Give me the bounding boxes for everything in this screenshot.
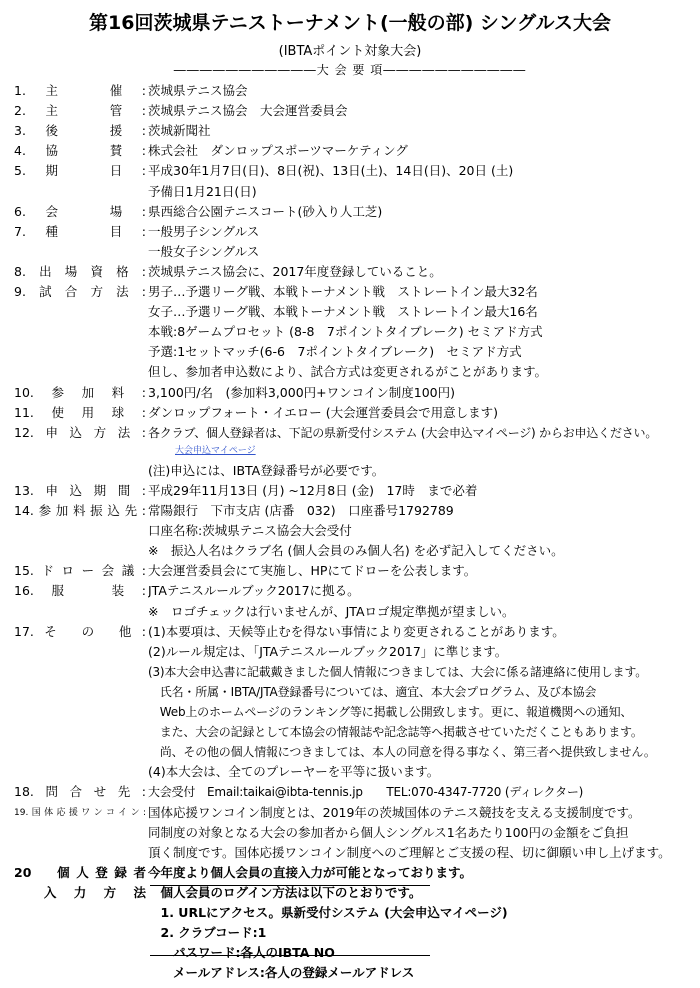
document-title: 第16回茨城県テニストーナメント(一般の部) シングルス大会 [89, 12, 611, 34]
item-value: 茨城新聞社 [148, 123, 211, 139]
guideline-row [0, 241, 700, 263]
guideline-row [0, 922, 700, 944]
guideline-row [0, 802, 700, 824]
guideline-row [0, 681, 700, 703]
item-label: 18.問合せ先: [14, 784, 146, 800]
item-value: 予備日1月21日(日) [148, 183, 257, 199]
item-label: 9.試合方法: [14, 284, 146, 299]
guideline-row [0, 140, 700, 162]
guideline-row [0, 460, 700, 482]
item-value: 口座名称:茨城県テニス協会大会受付 [148, 523, 352, 539]
guideline-row [0, 842, 700, 864]
item-value: 1. URLにアクセス。県新受付システム (大会申込マイページ) [148, 905, 508, 920]
guideline-row [0, 621, 700, 643]
item-value: 大会運営委員会にて実施し、HPにてドローを公表します。 [148, 563, 477, 579]
item-value: (4)本大会は、全てのプレーヤーを平等に扱います。 [148, 764, 440, 780]
item-value: 大会受付 Email:taikai@ibta-tennis.jp TEL:070-4347-7720 (ディレクター) [148, 785, 584, 800]
item-value: 茨城県テニス協会 大会運営委員会 [148, 103, 348, 119]
guideline-row [0, 601, 700, 623]
item-value: ダンロップフォート・イエロー (大会運営委員会で用意します) [148, 404, 498, 420]
item-value: 氏名・所属・IBTA/JTA登録番号については、適宜、本大会プログラム、及び本協会 [148, 684, 597, 699]
item-label: 19.国体応援ワンコイン: [14, 807, 146, 818]
guideline-row [0, 741, 700, 763]
guideline-row [0, 781, 700, 803]
item-value: JTAテニスルールブック2017に拠る。 [148, 583, 360, 599]
item-label: 16.服 装: [14, 583, 146, 599]
item-value: (3)本大会申込書に記載戴きました個人情報につきましては、大会に係る諸連絡に使用します。 [148, 664, 648, 679]
item-value: ※ ロゴチェックは行いませんが、JTAロゴ規定準拠が望ましい。 [148, 603, 515, 619]
guideline-row [0, 661, 700, 683]
guideline-row [0, 862, 700, 884]
item-label: 4.協 賛: [14, 143, 146, 159]
item-value: パスワード:各人のIBTA NO [148, 945, 335, 961]
item-value: 予選:1セットマッチ(6-6 7ポイントタイブレーク) セミアド方式 [148, 344, 522, 360]
item-label: 入力方法 [14, 884, 146, 900]
item-label: 2.主 管: [14, 103, 146, 119]
guideline-row [0, 402, 700, 424]
item-label: 6.会 場: [14, 203, 146, 219]
divider-line [150, 955, 430, 956]
guideline-row [0, 321, 700, 343]
guideline-row [0, 120, 700, 142]
item-value: (1)本要項は、天候等止むを得ない事情により変更されることがあります。 [148, 623, 565, 639]
item-value: 男子…予選リーグ戦、本戦トーナメント戦 ストレートイン最大32名 [148, 284, 538, 299]
guideline-row [0, 560, 700, 582]
item-value: 但し、参加者申込数により、試合方式は変更されるがことがあります。 [148, 364, 548, 380]
guideline-row [0, 201, 700, 223]
guideline-row [0, 641, 700, 663]
item-value: 平成30年1月7日(日)、8日(祝)、13日(土)、14日(日)、20日 (土) [148, 163, 514, 179]
item-value: 株式会社 ダンロップスポーツマーケティング [148, 143, 408, 159]
item-value: 今年度より個人会員の直接入力が可能となっております。 [148, 864, 473, 880]
item-label: 12.申込方法: [14, 424, 146, 440]
guideline-row [0, 80, 700, 102]
item-value: (2)ルール規定は、「JTAテニスルールブック2017」に準じます。 [148, 643, 508, 659]
guideline-row [0, 520, 700, 542]
guideline-row [0, 942, 700, 964]
item-value: また、大会の記録として本協会の情報誌や記念誌等へ掲載させていただくこともあります。 [148, 725, 643, 740]
item-label: 20 個人登録者 [14, 864, 146, 880]
guideline-row [0, 361, 700, 383]
item-label: 8.出場資格: [14, 263, 146, 279]
item-label: 1.主 催: [14, 83, 146, 98]
guideline-row [0, 221, 700, 243]
item-value: 国体応援ワンコイン制度とは、2019年の茨城国体のテニス競技を支える支援制度です。 [148, 804, 641, 820]
item-value: Web上のホームページのランキング等に掲載し公開致します。更に、報道機関への通知、 [148, 705, 633, 719]
item-value: 同制度の対象となる大会の参加者から個人シングルス1名あたり100円の金額をご負担 [148, 824, 629, 840]
item-label: 3.後 援: [14, 123, 146, 139]
divider-line [150, 885, 430, 886]
item-label: 13.申込期間: [14, 482, 146, 498]
item-label: 10.参加料: [14, 384, 146, 400]
guideline-row [0, 181, 700, 203]
item-value: 一般女子シングルス [148, 243, 260, 259]
item-value: 頂く制度です。国体応援ワンコイン制度へのご理解とご支援の程、切に御願い申し上げます。 [148, 844, 671, 860]
item-value: メールアドレス:各人の登録メールアドレス [148, 965, 415, 981]
item-value: 県西総合公園テニスコート(砂入り人工芝) [148, 203, 383, 219]
item-label: 7.種 目: [14, 223, 146, 239]
guideline-row [0, 500, 700, 522]
item-value: 茨城県テニス協会に、2017年度登録していること。 [148, 263, 442, 279]
guideline-row [0, 580, 700, 602]
guideline-row [0, 281, 700, 303]
guideline-row [0, 540, 700, 562]
guideline-row [0, 902, 700, 924]
item-value: 個人会員のログイン方法は以下のとおりです。 [148, 884, 422, 900]
guideline-row [0, 440, 700, 462]
item-value: 各クラブ、個人登録者は、下記の県新受付システム (大会申込マイページ) からお申込ください。 [148, 425, 658, 440]
item-value: 平成29年11月13日 (月) ~12月8日 (金) 17時 まで必着 [148, 482, 478, 498]
item-value: 2. クラブコード:1 [148, 925, 267, 941]
guideline-row [0, 761, 700, 783]
item-label: 14.参加料振込先: [14, 503, 146, 518]
item-value: ※ 振込人名はクラブ名 (個人会員のみ個人名) を必ず記入してください。 [148, 543, 564, 559]
item-value: 常陽銀行 下市支店 (店番 032) 口座番号1792789 [148, 503, 454, 518]
guideline-row [0, 701, 700, 723]
item-label: 17.そ の 他: [14, 623, 146, 639]
item-label: 15.ドロー会議: [14, 563, 146, 579]
item-value: 3,100円/名 (参加料3,000円+ワンコイン制度100円) [148, 384, 455, 400]
item-value: 一般男子シングルス [148, 223, 260, 239]
guideline-row [0, 721, 700, 743]
guideline-row [0, 261, 700, 283]
guideline-row [0, 301, 700, 323]
document-subtitle: (IBTAポイント対象大会) [278, 44, 422, 59]
item-label: 11.使用球: [14, 404, 146, 420]
guideline-row [0, 341, 700, 363]
guideline-row [0, 160, 700, 182]
item-value: 女子…予選リーグ戦、本戦トーナメント戦 ストレートイン最大16名 [148, 304, 538, 320]
guideline-row [0, 962, 700, 984]
entry-mypage-link[interactable]: 大会申込マイページ [175, 445, 256, 456]
item-value: 尚、その他の個人情報につきましては、本人の同意を得る事なく、第三者へ提供致しません。 [148, 745, 656, 760]
section-header: ―――――――――――大 会 要 項――――――――――― [173, 63, 527, 77]
guideline-row [0, 100, 700, 122]
item-value: (注)申込には、IBTA登録番号が必要です。 [148, 462, 385, 478]
item-value: 本戦:8ゲームプロセット (8-8 7ポイントタイブレーク) セミアド方式 [148, 324, 543, 340]
item-label: 5.期 日: [14, 163, 146, 179]
guideline-row [0, 382, 700, 404]
guideline-row [0, 822, 700, 844]
guideline-row [0, 480, 700, 502]
item-value: 茨城県テニス協会 [148, 83, 248, 98]
